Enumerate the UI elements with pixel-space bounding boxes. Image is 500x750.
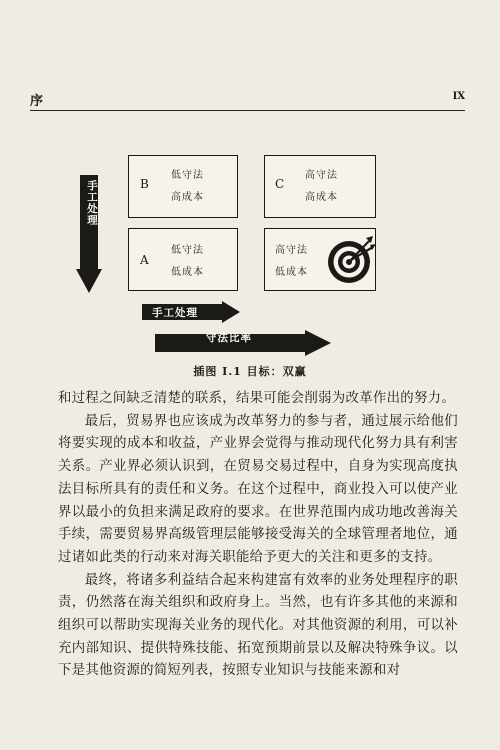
- figure-illustration: [0, 120, 500, 390]
- quadrant-letter: C: [275, 177, 285, 191]
- quadrant-line2: 高成本: [171, 192, 204, 203]
- paragraph-continuation: 和过程之间缺乏清楚的联系，结果可能会削弱为改革作出的努力。: [58, 391, 456, 406]
- header-rule: [30, 110, 465, 111]
- quadrant-line2: 低成本: [275, 267, 308, 278]
- quadrant-box-b: [128, 155, 238, 218]
- quadrant-line1: 高守法: [275, 245, 308, 256]
- vertical-arrow-label: 手工处理: [86, 180, 98, 226]
- quadrant-box-a: [128, 228, 238, 291]
- quadrant-box-c: [264, 155, 376, 218]
- page-number: IX: [452, 91, 465, 102]
- paragraph: 最后，贸易界也应该成为改革努力的参与者，通过展示给他们将要实现的成本和收益，产业界会觉得与推动现代化努力具有利害关系。产业界必须认识到，在贸易交易过程中，自身为实现高度执法目标所具有的责任和义务。在这个过程中，商业投入可以使产业界以最小的负担来满足政府的要求。在世界范围内成功地改善海关手续，需要贸易界高级管理层能够接受海关的全球管理者地位，通过诸如此类的行动来对海关职能给予更大的关注和更多的支持。: [58, 413, 458, 565]
- running-header: [30, 90, 465, 108]
- quadrant-line1: 低守法: [171, 170, 204, 181]
- quadrant-letter: A: [140, 253, 149, 267]
- compliance-arrow-label: 守法比率: [206, 332, 252, 344]
- paragraph: 最终，将诸多利益结合起来构建富有效率的业务处理程序的职责，仍然落在海关组织和政府身上。当然，也有许多其他的来源和组织可以帮助实现海关业务的现代化。对其他资源的利用，可以补充内部知识、提供特殊技能、拓宽预期前景以及解决特殊争议。以下是其他资源的简短列表，按照专业知识与技能来源和对: [58, 572, 458, 679]
- horizontal-arrow-manual-label: 手工处理: [152, 307, 198, 319]
- body-text: [58, 388, 458, 683]
- header-title: 序: [30, 94, 44, 109]
- quadrant-line2: 低成本: [171, 267, 204, 278]
- quadrant-letter: B: [140, 177, 149, 191]
- target-with-arrows-icon: [325, 233, 377, 287]
- quadrant-line1: 低守法: [171, 245, 204, 256]
- quadrant-line1: 高守法: [305, 170, 338, 181]
- quadrant-line2: 高成本: [305, 192, 338, 203]
- quadrant-box-target: [264, 228, 376, 291]
- figure-caption: 插图 Ⅰ.1 目标：双赢: [193, 365, 307, 378]
